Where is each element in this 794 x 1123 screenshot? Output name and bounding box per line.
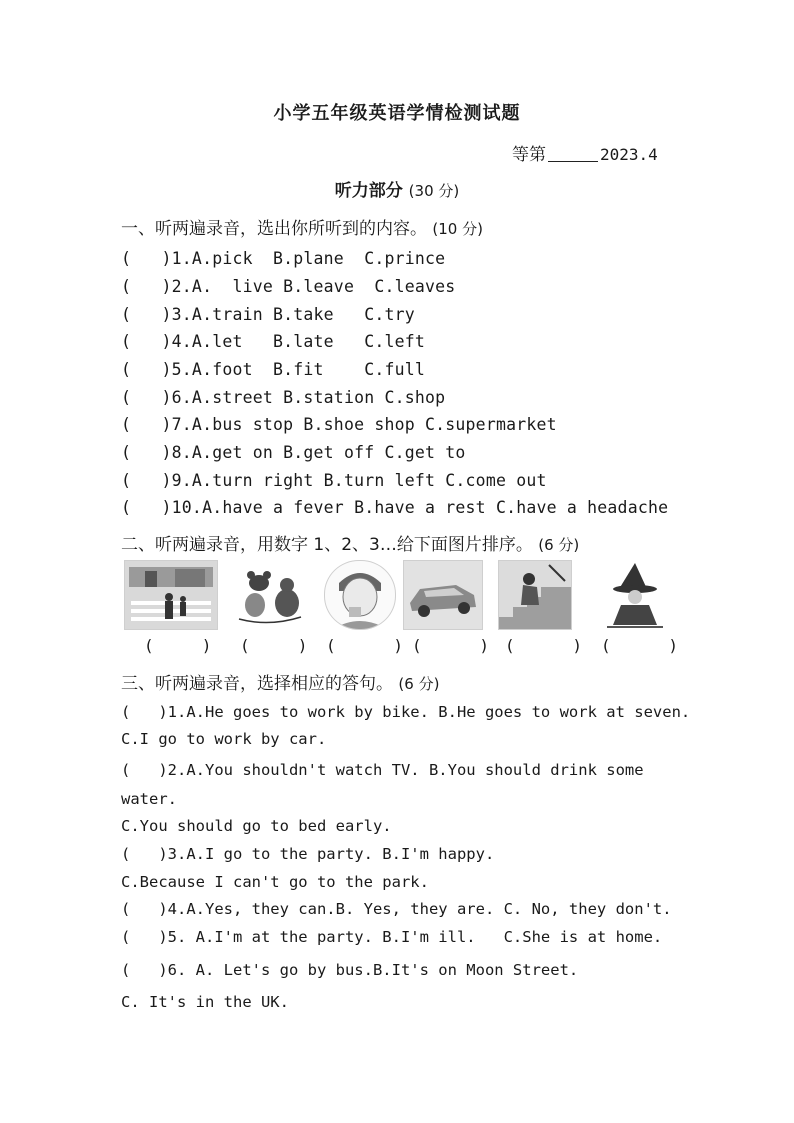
part1-item: ( )4.A.let B.late C.left (121, 332, 426, 351)
part3-heading-text: 三、听两遍录音，选择相应的答句。 (121, 674, 393, 694)
part1-score: (10 分) (432, 220, 483, 238)
exam-title: 小学五年级英语学情检测试题 (273, 103, 521, 124)
part1-item: ( )6.A.street B.station C.shop (121, 388, 446, 407)
part1-heading-text: 一、听两遍录音，选出你所听到的内容。 (121, 219, 427, 239)
part3-item: ( )5. A.I'm at the party. B.I'm ill. C.She is at home. (121, 928, 663, 946)
part2-heading-text: 二、听两遍录音，用数字 1、2、3…给下面图片排序。 (121, 535, 533, 555)
picture-answer-blank[interactable]: ( ) (326, 636, 404, 655)
witch-picture (596, 560, 674, 630)
boy-on-stairs-picture (498, 560, 572, 630)
part3-item: C. It's in the UK. (121, 993, 289, 1011)
part1-item: ( )2.A. live B.leave C.leaves (121, 277, 456, 296)
part3-item: ( )6. A. Let's go by bus.B.It's on Moon Street. (121, 961, 579, 979)
part3-item: ( )2.A.You shouldn't watch TV. B.You should drink some (121, 761, 644, 779)
listening-heading: 听力部分 (334, 181, 403, 201)
part1-item: ( )3.A.train B.take C.try (121, 305, 415, 324)
part3-score: (6 分) (398, 675, 440, 693)
part2-heading (121, 530, 579, 555)
part1-item: ( )7.A.bus stop B.shoe shop C.supermarket (121, 415, 557, 434)
part3-item: ( )1.A.He goes to work by bike. B.He goes to work at seven. (121, 703, 691, 721)
exam-date: 2023.4 (600, 145, 658, 164)
picture-answer-blank[interactable]: ( ) (601, 636, 679, 655)
car-picture (403, 560, 483, 630)
listening-section-heading (0, 176, 794, 201)
picture-answer-row (0, 636, 794, 658)
part1-item: ( )1.A.pick B.plane C.prince (121, 249, 446, 268)
part1-heading (121, 214, 483, 239)
part2-score: (6 分) (538, 536, 580, 554)
part3-heading (121, 669, 439, 694)
grade-label: 等第 (512, 145, 546, 165)
crosswalk-scene-picture (124, 560, 218, 630)
mice-picture (228, 560, 312, 630)
picture-row (124, 560, 672, 630)
sick-boy-picture (324, 560, 396, 630)
part3-item: ( )4.A.Yes, they can.B. Yes, they are. C. No, they don't. (121, 900, 672, 918)
part3-item: ( )3.A.I go to the party. B.I'm happy. (121, 845, 495, 863)
part1-item: ( )10.A.have a fever B.have a rest C.have a headache (121, 498, 669, 517)
part1-item: ( )5.A.foot B.fit C.full (121, 360, 426, 379)
part3-item: C.You should go to bed early. (121, 817, 392, 835)
grade-line (512, 140, 658, 165)
part3-item: C.Because I can't go to the park. (121, 873, 429, 891)
part1-item: ( )9.A.turn right B.turn left C.come out (121, 471, 547, 490)
part1-item: ( )8.A.get on B.get off C.get to (121, 443, 466, 462)
part3-item: C.I go to work by car. (121, 730, 327, 748)
listening-score: (30 分) (408, 182, 460, 200)
part3-item: water. (121, 790, 177, 808)
grade-blank[interactable] (548, 143, 598, 162)
picture-answer-blank[interactable]: ( ) (505, 636, 583, 655)
picture-answer-blank[interactable]: ( ) (240, 636, 308, 655)
picture-answer-blank[interactable]: ( ) (144, 636, 212, 655)
picture-answer-blank[interactable]: ( ) (412, 636, 490, 655)
